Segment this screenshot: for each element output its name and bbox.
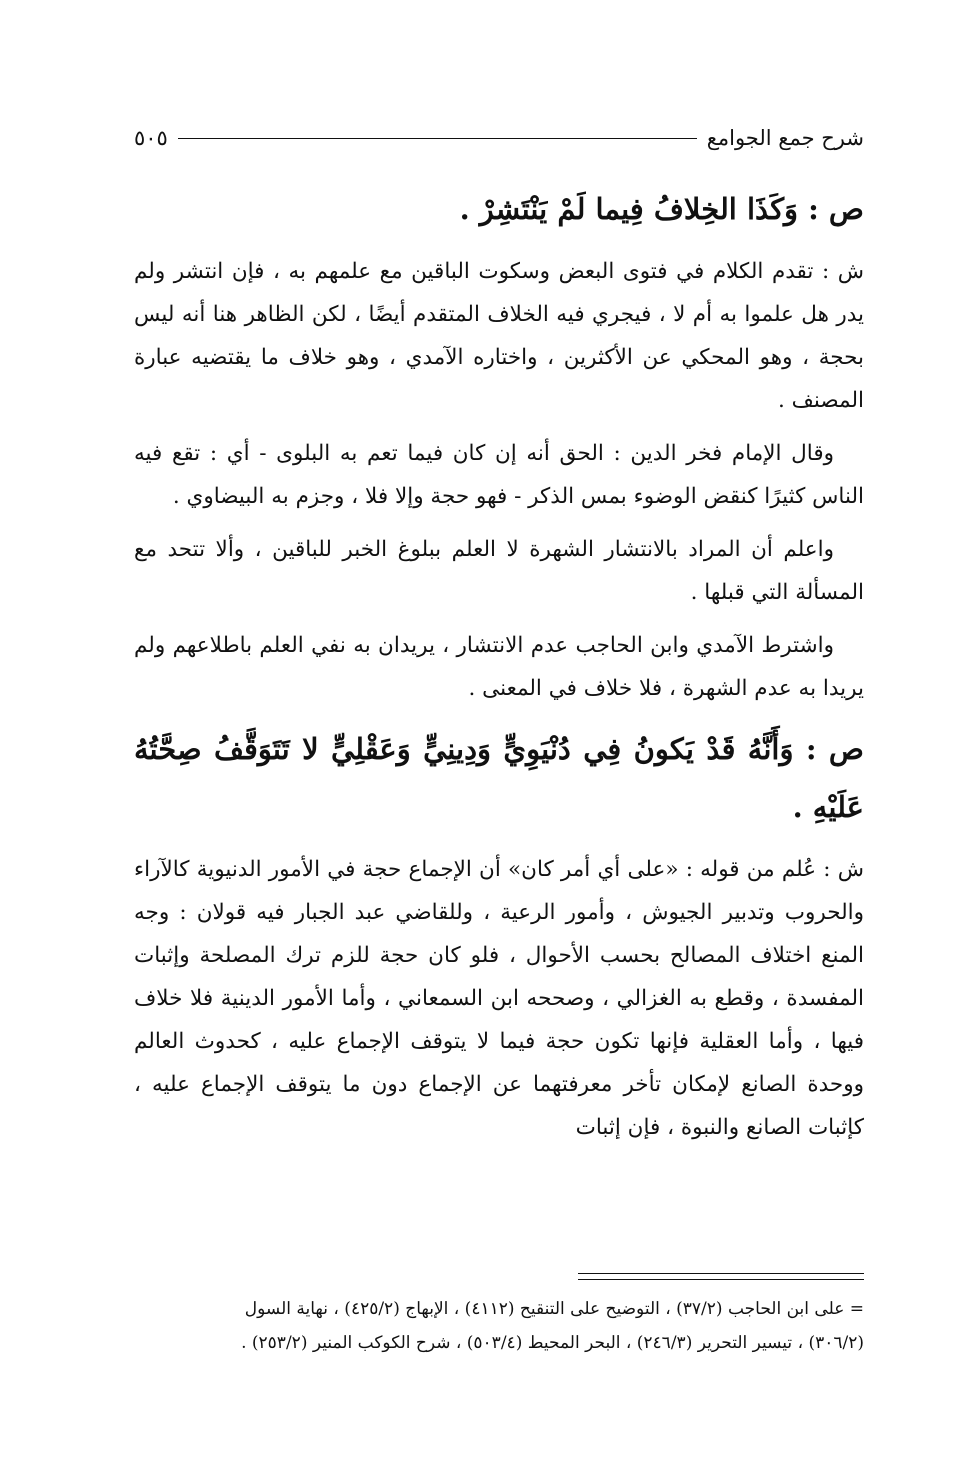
footnote-separator (578, 1273, 864, 1274)
sharh-paragraph-2: ش : عُلم من قوله : «على أي أمر كان» أن الإجماع حجة في الأمور الدنيوية كالآراء والحروب وتدبير الجيوش ، وأمور الرعية ، وللقاضي عبد الجبار فيه قولان : وجه المنع اختلاف المصالح بحسب الأحوال ، فلو كان حجة للزم ترك المصلحة وإثبات المفسدة ، وقطع به الغزالي ، وصححه ابن السمعاني ، وأما الأمور الدينية فلا خلاف فيها ، وأما العقلية فإنها تكون حجة فيما لا يتوقف الإجماع عليه ، كحدوث العالم ووحدة الصانع لإمكان تأخر معرفتهما عن الإجماع دون ما يتوقف الإجماع عليه ، كإثبات الصانع والنبوة ، فإن إثبات (134, 857, 864, 1140)
footnote-line-1: = على ابن الحاجب (٣٧/٢) ، التوضيح على التنقيح (٤١١٢) ، الإبهاج (٤٢٥/٢) ، نهاية السول (244, 1299, 864, 1319)
page-body (134, 180, 864, 1159)
page-number: ٥٠٥ (134, 126, 168, 150)
footnote-separator-thin (578, 1279, 864, 1280)
matn-text-2: ص : وَأَنَّهُ قَدْ يَكونُ فِي دُنْيَوِيٍّ وَدِينِيٍّ وَعَقْلِيٍّ لا تَتَوَقَّفُ صِحَّتُهُ عَلَيْهِ . (134, 732, 864, 824)
footnotes (134, 1292, 864, 1360)
header-rule (178, 138, 697, 139)
running-title: شرح جمع الجوامع (706, 126, 864, 150)
sharh-paragraph-1: ش : تقدم الكلام في فتوى البعض وسكوت الباقين مع علمهم به ، فإن انتشر ولم يدر هل علموا به أم لا ، فيجري فيه الخلاف المتقدم أيضًا ، لكن الظاهر هنا أنه ليس بحجة ، وهو المحكي عن الأكثرين ، واختاره الآمدي ، وهو خلاف ما يقتضيه عبارة المصنف . (134, 259, 864, 413)
paragraph-amidi-condition: واشترط الآمدي وابن الحاجب عدم الانتشار ، يريدان به نفي العلم باطلاعهم ولم يريدا به عدم الشهرة ، فلا خلاف في المعنى . (134, 633, 864, 701)
paragraph-intishar-meaning: واعلم أن المراد بالانتشار الشهرة لا العلم ببلوغ الخبر للباقين ، وألا تتحد مع المسألة التي قبلها . (134, 537, 864, 605)
matn-text-1: ص : وَكَذَا الخِلافُ فِيما لَمْ يَنْتَشِرْ . (459, 192, 864, 226)
running-header (134, 118, 864, 158)
paragraph-imam-fakhr-al-din: وقال الإمام فخر الدين : الحق أنه إن كان فيما تعم به البلوى - أي : تقع فيه الناس كثيرًا كنقض الوضوء بمس الذكر - فهو حجة وإلا فلا ، وجزم به البيضاوي . (134, 441, 864, 509)
footnote-line-2: (٣٠٦/٢) ، تيسير التحرير (٢٤٦/٣) ، البحر المحيط (٥٠٣/٤) ، شرح الكوكب المنير (٢٥٣/٢) . (241, 1333, 864, 1353)
